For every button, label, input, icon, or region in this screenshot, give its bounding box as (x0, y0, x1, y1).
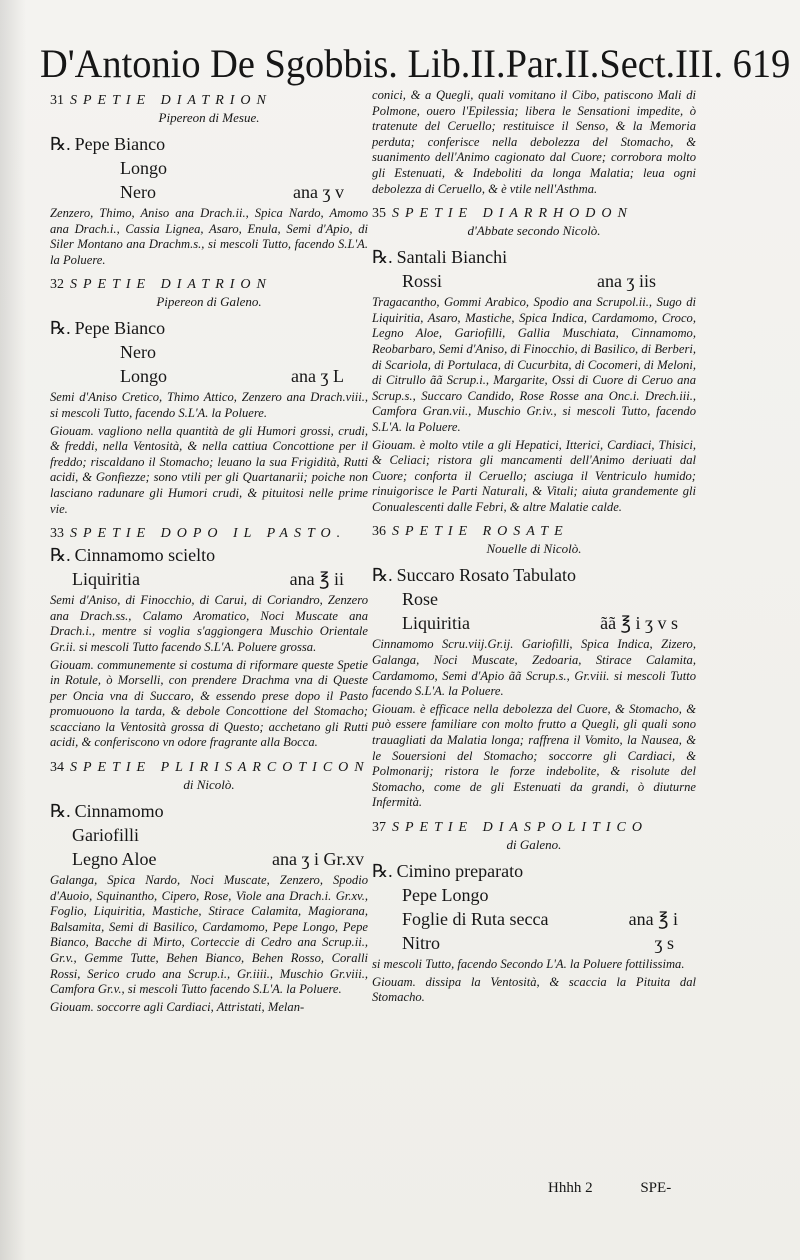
ingredient-name: Pepe Bianco (74, 134, 166, 154)
recipe-mark: ℞. (372, 861, 393, 881)
section-number: 36 (372, 524, 386, 540)
recipe-text: Zenzero, Thimo, Aniso ana Drach.ii., Spica Nardo, Amomo ana Drach.i., Cassia Lignea, Asaro, Enula, Semi d'Apio, di Siler Montano ana Drachm.s., si mescoli Tutto, facendo S.L'A. la Poluere. (50, 206, 368, 267)
ingredient-dose: ana ʒ i Gr.xv (272, 849, 364, 870)
section-heading (372, 523, 696, 541)
section-subtitle: Pipereon di Mesue. (158, 110, 260, 125)
ingredient-dose: ana ʒ v (293, 182, 344, 202)
ingredient-name: Rossi (402, 271, 443, 292)
section-36 (372, 523, 696, 811)
section-32 (50, 276, 368, 517)
commentary-text: Giouam. vagliono nella quantità de gli Humori grossi, crudi, & freddi, nella Ventosità, & nella cattiua Concottione per il freddo; riscaldano il Stomacho; leuano la sua Frigidità, Rutti acidi, & Gonfiezze; sono vtili per gli Quartanarii; poiche non lasciano radunare gli Humori crudi, & pituitosi nelle prime vie. (50, 423, 368, 516)
recipe-mark: ℞. (50, 801, 71, 822)
ingredient-line (50, 799, 368, 823)
commentary-text: Giouam. è molto vtile a gli Hepatici, Itterici, Cardiaci, Thisici, & Celiaci; ristora gli mancamenti dell'Animo deriuati dal Cuore; conforta il Ceruello; asciuga il Ventriculo humido; rinuigorisce le Parti Naturali, & Vitali; aiuta grandemente gli Conualescenti dalle Febri, & altre Malatie calde. (372, 437, 696, 514)
section-title: SPETIE DIATRION (70, 277, 272, 293)
section-title: SPETIE PLIRISARCOTICON (70, 760, 370, 776)
ingredient-name: Nero (120, 342, 156, 363)
commentary-text: Giouam. communemente si costuma di riformare queste Spetie in Rotule, ò Morselli, con prendere Drachma vna di Queste per Oncia vna di Succaro, & essendo prese dopo il Pasto promuouono la tarda, & debole Concottione del Stomacho; scacciano la Ventosità grossa di Questo; acchetano gli Rutti acidi, & conferiscono vn odore fragrante alla Bocca. (50, 657, 368, 750)
ingredient-name: Cinnamomo scielto (74, 545, 216, 566)
ingredient-line (50, 180, 368, 204)
ingredient-dose: ana ℥ ii (289, 569, 344, 590)
section-number: 31 (50, 93, 64, 108)
ingredient-dose: ana ʒ L (291, 366, 344, 387)
recipe-mark: ℞. (372, 247, 393, 268)
ingredient-line (50, 132, 368, 156)
ingredient-name: Succaro Rosato Tabulato (396, 565, 577, 586)
ingredient-line (50, 340, 368, 364)
ingredient-line (372, 931, 696, 955)
section-title: SPETIE DIARRHODON (392, 206, 633, 222)
section-title: SPETIE DOPO IL PASTO. (70, 526, 347, 542)
section-subtitle: Pipereon di Galeno. (156, 294, 262, 310)
recipe-mark: ℞. (50, 134, 71, 154)
recipe-mark: ℞. (372, 565, 393, 586)
commentary-text: Giouam. dissipa la Ventosità, & scaccia la Pituita dal Stomacho. (372, 974, 696, 1005)
ingredient-line (372, 245, 696, 269)
ingredient-line (50, 543, 368, 567)
section-heading (50, 276, 368, 294)
ingredient-line (50, 567, 368, 591)
commentary-text: Giouam. è efficace nella debolezza del Cuore, & Stomacho, & può essere familiare con molto frutto a Quegli, gli quali sono trauagliati da Malatia longa; raffrena il Vomito, la Nausea, & le Souersioni del Stomacho; soccorre gli Cardiaci, & Polmonarij; ristora le forze indebolite, & risolute del Stomacho, come de gli Estenuati da grandi, ò diuturne Infermità. (372, 701, 696, 810)
recipe-text: Galanga, Spica Nardo, Noci Muscate, Zenzero, Spodio d'Auoio, Squinantho, Cipero, Rose, Viole ana Drach.i. Gr.xv., Foglio, Liquiritia, Mastiche, Stirace Calamita, Magiorana, Balsamita, Semi di Basilico, Cardamomo, Pepe Longo, Pepe Bianco, Bacche di Mirto, Corteccie di Cedro ana Scrup.ii., Gr.v., Gemme Tutte, Behen Bianco, Behen Rosso, Coralli Rossi, Serico crudo ana Scrup.i., Gr.iiii., Muschio Gr.viii., Camfora Gr.v., si mescoli Tutto facendo S.L'A. la Poluere. (50, 873, 368, 997)
ingredient-line (372, 587, 696, 611)
section-subtitle: di Galeno. (506, 837, 562, 852)
ingredient-name: Pepe Longo (402, 885, 489, 905)
section-34 (50, 759, 368, 1015)
section-subtitle: Nouelle di Nicolò. (486, 541, 582, 557)
recipe-text: Semi d'Aniso, di Finocchio, di Carui, di Coriandro, Zenzero ana Drach.ss., Calamo Aromatico, Noci Muscate ana Drach.i., mentre si voglia s'aggiongera Muschio Orientale Gr.ii. si mescoli Tutto facendo S.L'A. Poluere grossa. (50, 593, 368, 654)
page-title: D'Antonio De Sgobbis. Lib.II.Par.II.Sect.III. 619 (40, 41, 791, 86)
ingredient-dose: ana ʒ iis (597, 271, 656, 292)
ingredient-name: Liquiritia (72, 569, 140, 590)
signature-mark: Hhhh 2 (548, 1180, 593, 1196)
section-number: 37 (372, 820, 386, 835)
ingredient-line (50, 847, 368, 871)
commentary-text: Giouam. soccorre agli Cardiaci, Attristati, Melan- (50, 999, 305, 1014)
section-35 (372, 205, 696, 515)
ingredient-name: Pepe Bianco (74, 318, 166, 339)
section-heading (50, 759, 368, 777)
recipe-text: Tragacantho, Gommi Arabico, Spodio ana Scrupol.ii., Sugo di Liquiritia, Asaro, Mastiche, Spica Indica, Cardamomo, Croco, Legno Aloe, Gariofilli, Gallia Muschiata, Cinnamomo, Reobarbaro, Semi d'Aniso, di Finocchio, di Basilico, di Berberi, di Scariola, di Portulaca, di Cucurbita, di Cocomeri, di Meloni, di Citrullo ãã Scrup.i., Margarite, Ossi di Cuore di Ceruo ana Scrup.s., Succaro Candido, Rose Rosse ana Onc.i. Drech.iii., Camfora Gran.vii., Muschio Gr.iv., si mescoli Tutto, facendo S.L'A. la Poluere. (372, 295, 696, 434)
ingredient-line (372, 907, 696, 931)
section-subtitle: di Nicolò. (183, 777, 235, 793)
ingredient-name: Legno Aloe (72, 849, 157, 870)
section-31 (50, 92, 368, 268)
section-heading (50, 92, 368, 110)
ingredient-dose: ana ℥ i (628, 909, 678, 929)
section-title: SPETIE DIATRION (70, 93, 272, 108)
continued-text: conici, & a Quegli, quali vomitano il Cibo, patiscono Mali di Polmone, ouero l'Epilessia; libera le Sensationi impedite, ò tratenute del Ceruello; restituisce il Senso, & la Memoria perduta; conferisce nella debolezza del Stomacho, & suanimento dell'Animo cagionato dal Cuore; corrobora molto gli Estenuati, & Indeboliti da longa Malatia; leua ogni debolezza di Ceruello, & è vtile nell'Asthma. (372, 88, 696, 196)
ingredient-line (372, 611, 696, 635)
ingredient-line (50, 316, 368, 340)
section-number: 35 (372, 206, 386, 222)
recipe-text: si mescoli Tutto, facendo Secondo L'A. la Poluere fottilissima. (372, 957, 685, 971)
section-37 (372, 819, 696, 1006)
ingredient-dose: ãã ℥ i ʒ v s (600, 613, 678, 634)
section-number: 33 (50, 526, 64, 542)
ingredient-name: Longo (120, 366, 167, 387)
section-subtitle: d'Abbate secondo Nicolò. (467, 223, 601, 239)
ingredient-name: Cinnamomo (74, 801, 164, 822)
ingredient-dose: ʒ s (654, 933, 674, 953)
section-33 (50, 525, 368, 751)
section-heading (50, 525, 368, 543)
ingredient-name: Liquiritia (402, 613, 470, 634)
ingredient-name: Nitro (402, 933, 440, 953)
ingredient-line (372, 883, 696, 907)
section-number: 34 (50, 760, 64, 776)
ingredient-name: Gariofilli (72, 825, 139, 846)
right-column (372, 84, 696, 1008)
ingredient-line (372, 859, 696, 883)
recipe-text: Cinnamomo Scru.viij.Gr.ij. Gariofilli, Spica Indica, Zizero, Galanga, Noci Muscate, Zedoaria, Stirace Calamita, Cardamomo, Semi d'Apio ãã Scrup.s., Gr.viii. si mescoli Tutto facendo S.L'A. la Poluere. (372, 637, 696, 699)
section-heading (372, 205, 696, 223)
ingredient-name: Longo (120, 158, 167, 178)
recipe-mark: ℞. (50, 545, 71, 566)
recipe-mark: ℞. (50, 318, 71, 339)
catchword: SPE- (640, 1180, 672, 1196)
ingredient-name: Foglie di Ruta secca (402, 909, 549, 929)
ingredient-line (50, 156, 368, 180)
page-footer (548, 1180, 738, 1197)
section-number: 32 (50, 277, 64, 293)
ingredient-name: Santali Bianchi (396, 247, 508, 268)
section-title: SPETIE DIASPOLITICO (392, 820, 648, 835)
section-heading (372, 819, 696, 837)
ingredient-line (50, 823, 368, 847)
ingredient-name: Rose (402, 589, 438, 610)
ingredient-name: Nero (120, 182, 156, 202)
left-column (50, 84, 368, 1017)
recipe-text: Semi d'Aniso Cretico, Thimo Attico, Zenzero ana Drach.viii., si mescoli Tutto, facendo S.L'A. la Poluere. (50, 390, 368, 420)
ingredient-line (372, 563, 696, 587)
ingredient-line (50, 364, 368, 388)
ingredient-line (372, 269, 696, 293)
ingredient-name: Cimino preparato (396, 861, 524, 881)
section-title: SPETIE ROSATE (392, 524, 569, 540)
